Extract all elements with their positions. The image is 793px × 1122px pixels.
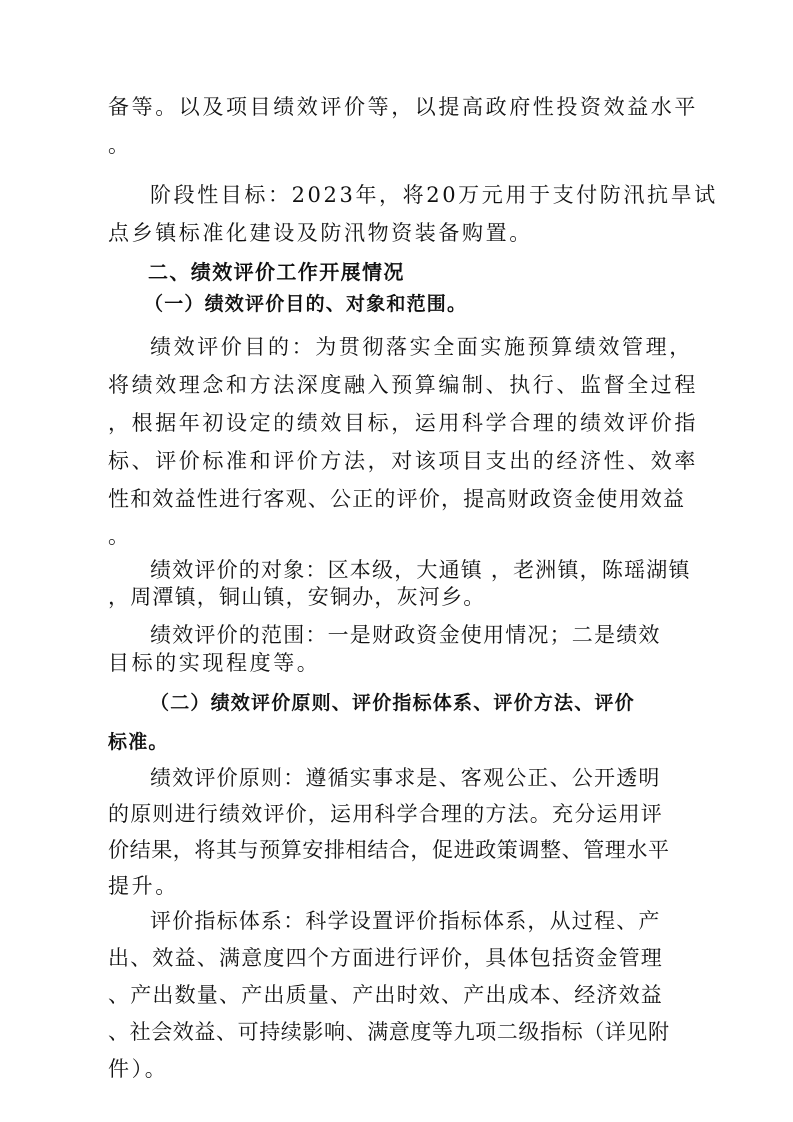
paragraph-line: ，周潭镇，铜山镇，安铜办，灰河乡。 — [108, 585, 486, 609]
paragraph-line: 。 — [108, 524, 132, 548]
paragraph-line: 、社会效益、可持续影响、满意度等九项二级指标（详见附 — [108, 1020, 670, 1044]
paragraph-line: 标、评价标准和评价方法，对该项目支出的经济性、效率 — [108, 449, 698, 473]
paragraph-line: 、产出数量、产出质量、产出时效、产出成本、经济效益 — [108, 983, 663, 1007]
paragraph-line: 绩效评价的范围：一是财政资金使用情况；二是绩效 — [150, 623, 661, 647]
paragraph-line: 阶段性目标：2023年，将20万元用于支付防汛抗旱试 — [150, 183, 718, 207]
paragraph-line: 绩效评价原则：遵循实事求是、客观公正、公开透明 — [150, 766, 661, 790]
paragraph-line: 的原则进行绩效评价，运用科学合理的方法。充分运用评 — [108, 802, 663, 826]
paragraph-line: 件）。 — [108, 1057, 169, 1081]
paragraph-line: 点乡镇标准化建设及防汛物资装备购置。 — [108, 221, 533, 245]
paragraph-line: 。 — [108, 133, 132, 157]
subsection-heading: 标准。 — [108, 731, 169, 753]
paragraph-line: 价结果，将其与预算安排相结合，促进政策调整、管理水平 — [108, 838, 670, 862]
paragraph-line: ，根据年初设定的绩效目标，运用科学合理的绩效评价指 — [108, 411, 698, 435]
paragraph-line: 绩效评价目的：为贯彻落实全面实施预算绩效管理， — [150, 335, 693, 359]
section-heading: 二、绩效评价工作开展情况 — [148, 260, 405, 284]
paragraph-line: 出、效益、满意度四个方面进行评价，具体包括资金管理 — [108, 946, 663, 970]
paragraph-line: 性和效益性进行客观、公正的评价，提高财政资金使用效益 — [108, 487, 686, 511]
paragraph-line: 提升。 — [108, 874, 179, 898]
paragraph-line: 将绩效理念和方法深度融入预算编制、执行、监督全过程 — [108, 373, 698, 397]
subsection-heading: （二）绩效评价原则、评价指标体系、评价方法、评价 — [150, 692, 635, 714]
paragraph-line: 备等。以及项目绩效评价等，以提高政府性投资效益水平 — [108, 95, 698, 119]
paragraph-line: 绩效评价的对象：区本级，大通镇 ，老洲镇，陈瑶湖镇 — [150, 558, 691, 582]
paragraph-line: 评价指标体系：科学设置评价指标体系，从过程、产 — [150, 909, 661, 933]
subsection-heading: （一）绩效评价目的、对象和范围。 — [144, 293, 468, 315]
paragraph-line: 目标的实现程度等。 — [108, 651, 321, 675]
